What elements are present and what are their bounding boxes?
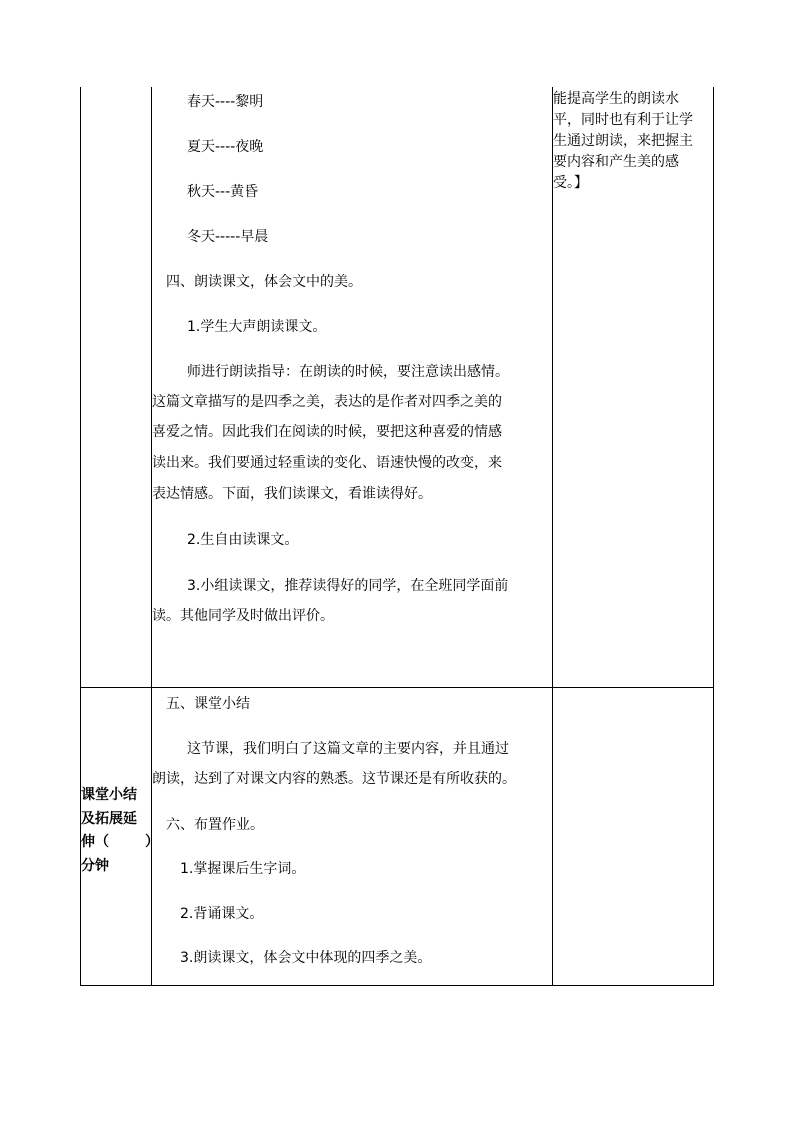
guidance-paragraph-line-3: 喜爱之情。因此我们在阅读的时候，要把这种喜爱的情感 (152, 424, 502, 440)
section-heading-4: 四、朗读课文，体会文中的美。 (166, 274, 362, 290)
table-right-border (713, 87, 714, 986)
note-line-5: 受。】 (553, 175, 588, 191)
stage-label-line-4: 分钟 (81, 858, 109, 874)
guidance-paragraph-line-4: 读出来。我们要通过轻重读的变化、语速快慢的改变，来 (152, 455, 502, 471)
summary-line-1: 这节课，我们明白了这篇文章的主要内容，并且通过 (187, 741, 509, 757)
note-line-1: 能提高学生的朗读水 (553, 91, 679, 107)
pairing-autumn: 秋天---黄昏 (187, 184, 259, 200)
stage-label-close: ） (145, 834, 159, 850)
guidance-paragraph-line-5: 表达情感。下面，我们读课文，看谁读得好。 (152, 486, 432, 502)
step-1: 1.学生大声朗读课文。 (187, 319, 327, 335)
table-bottom-border (80, 985, 714, 986)
note-line-2: 平，同时也有利于让学 (553, 112, 693, 128)
section-heading-5: 五、课堂小结 (166, 696, 250, 712)
stage-label-line-3 (81, 830, 159, 854)
pairing-winter: 冬天-----早晨 (187, 229, 269, 245)
table-column-divider-2 (552, 87, 553, 986)
section-heading-6: 六、布置作业。 (166, 817, 264, 833)
step-3-line-1: 3.小组读课文，推荐读得好的同学，在全班同学面前 (187, 578, 509, 594)
pairing-summer: 夏天----夜晚 (187, 139, 264, 155)
homework-1: 1.掌握课后生字词。 (180, 861, 306, 877)
homework-3: 3.朗读课文，体会文中体现的四季之美。 (180, 950, 432, 966)
guidance-paragraph-line-2: 这篇文章描写的是四季之美，表达的是作者对四季之美的 (152, 394, 502, 410)
summary-line-2: 朗读，达到了对课文内容的熟悉。这节课还是有所收获的。 (152, 771, 516, 787)
step-3-line-2: 读。其他同学及时做出评价。 (152, 608, 334, 624)
stage-label-open: 伸（ (81, 834, 109, 850)
stage-label-line-2: 及拓展延 (81, 811, 137, 827)
stage-label-line-1: 课堂小结 (81, 787, 137, 803)
note-line-4: 要内容和产生美的感 (553, 154, 679, 170)
table-row-divider (80, 687, 714, 688)
note-line-3: 生通过朗读，来把握主 (553, 133, 693, 149)
pairing-spring: 春天----黎明 (187, 94, 264, 110)
homework-2: 2.背诵课文。 (180, 906, 264, 922)
guidance-paragraph-line-1: 师进行朗读指导：在朗读的时候，要注意读出感情。 (187, 364, 509, 380)
step-2: 2.生自由读课文。 (187, 532, 299, 548)
